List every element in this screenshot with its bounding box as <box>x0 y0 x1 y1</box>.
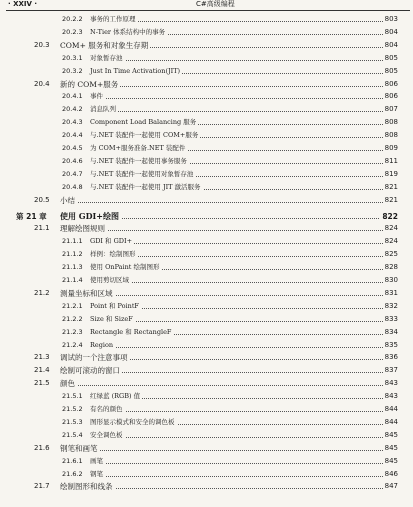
leader-dots <box>90 476 393 477</box>
toc-section-number: 21.1.3 <box>62 263 83 272</box>
toc-entry <box>0 156 413 167</box>
toc-section-title: 小结 <box>60 195 75 205</box>
leader-dots <box>90 347 393 348</box>
toc-section-title: 新的 COM+服务 <box>60 79 119 89</box>
leader-dots <box>90 411 393 412</box>
toc-section-title: 样例：绘制图形 <box>90 250 136 259</box>
running-title: C#高级编程 <box>196 0 235 8</box>
toc-entry <box>0 404 413 415</box>
leader-dots <box>90 98 393 99</box>
toc-page-number: 834 <box>384 327 398 336</box>
toc-page-number: 806 <box>384 92 398 101</box>
toc-page-number: 843 <box>384 379 398 388</box>
toc-section-number: 20.4.8 <box>62 182 83 191</box>
leader-dots <box>90 243 393 244</box>
toc-section-number: 21.2.3 <box>62 327 83 336</box>
toc-entry <box>0 352 413 363</box>
toc-entry <box>0 275 413 286</box>
toc-section-number: 21.5 <box>34 379 50 388</box>
toc-page-number: 806 <box>384 79 398 88</box>
toc-page-number: 846 <box>384 469 398 478</box>
toc-page-number: 804 <box>384 27 398 36</box>
toc-section-number: 21.7 <box>34 482 50 491</box>
toc-section-number: 21.6.1 <box>62 456 83 465</box>
toc-entry <box>0 301 413 312</box>
toc-section-number: 20.2.3 <box>62 27 83 36</box>
toc-section-title: 与.NET 装配件一起使用 JIT 激活服务 <box>90 182 201 191</box>
toc-section-number: 20.4.6 <box>62 156 83 165</box>
leader-dots <box>90 111 393 112</box>
toc-section-number: 21.1.2 <box>62 250 83 259</box>
toc-section-number: 21.1 <box>34 224 50 233</box>
toc-entry <box>0 143 413 154</box>
page-header <box>0 0 413 10</box>
toc-entry <box>0 66 413 77</box>
toc-entry <box>0 236 413 247</box>
toc-section-number: 21.4 <box>34 366 50 375</box>
toc-section-title: COM+ 服务和对象生存期 <box>60 40 149 50</box>
toc-section-number: 20.4.3 <box>62 118 83 127</box>
toc-section-number: 21.6 <box>34 443 50 452</box>
toc-section-title: 使用 OnPaint 绘制图形 <box>90 263 160 272</box>
toc-page-number: 845 <box>384 456 398 465</box>
toc-section-number: 21.5.4 <box>62 430 83 439</box>
toc-section-title: 理解绘图规则 <box>60 224 105 234</box>
toc-section-title: 红绿蓝 (RGB) 值 <box>90 392 141 401</box>
toc-section-title: 与.NET 装配件一起使用对象暂存池 <box>90 169 194 178</box>
toc-entry <box>0 378 413 389</box>
toc-section-number: 21.2.4 <box>62 340 83 349</box>
toc-section-title: 调试的一个注意事项 <box>60 353 128 363</box>
toc-section-number: 21.5.1 <box>62 392 83 401</box>
toc-section-title: 使用 GDI+绘图 <box>60 210 119 221</box>
toc-section-number: 20.4.4 <box>62 131 83 140</box>
toc-section-number: 21.1.4 <box>62 276 83 284</box>
toc-entry <box>0 327 413 338</box>
toc-section-title: 颜色 <box>60 379 75 389</box>
toc-entry <box>0 469 413 480</box>
toc-entry <box>0 340 413 351</box>
toc-page-number: 830 <box>384 276 398 284</box>
toc-entry <box>0 130 413 141</box>
toc-section-number: 21.3 <box>34 353 50 362</box>
leader-dots <box>60 385 393 386</box>
toc-entry <box>0 182 413 193</box>
toc-entry <box>0 417 413 428</box>
toc-section-title: 画笔 <box>90 456 103 465</box>
toc-page-number: 837 <box>384 366 398 375</box>
toc-entry <box>0 211 413 222</box>
toc-section-title: 与.NET 装配件一起使用事务服务 <box>90 156 187 165</box>
toc-section-number: 21.5.3 <box>62 417 83 426</box>
toc-page-number: 822 <box>382 211 398 221</box>
toc-page-number: 832 <box>384 301 398 310</box>
toc-section-number: 20.4.5 <box>62 144 83 152</box>
toc-entry <box>0 53 413 64</box>
toc-page-number: 809 <box>384 144 398 152</box>
toc-entry <box>0 456 413 467</box>
toc-section-number: 21.2.1 <box>62 301 83 310</box>
toc-section-number: 20.3 <box>34 40 50 49</box>
toc-page-number: 804 <box>384 40 398 49</box>
toc-section-number: 21.5.2 <box>62 405 83 413</box>
toc-page-number: 803 <box>384 15 398 23</box>
toc-entry <box>0 430 413 441</box>
toc-section-title: GDI 和 GDI+ <box>90 237 133 246</box>
toc-section-number: 20.2.2 <box>62 15 83 23</box>
toc-section-number: 20.4.1 <box>62 92 83 101</box>
leader-dots <box>90 463 393 464</box>
toc-page-number: 824 <box>384 237 398 246</box>
toc-section-title: 事件 <box>90 92 103 101</box>
toc-section-title: Just In Time Activation(JIT) <box>90 66 181 75</box>
leader-dots <box>90 282 393 283</box>
toc-entry <box>0 117 413 128</box>
leader-dots <box>90 60 393 61</box>
toc-entry <box>0 79 413 90</box>
toc-entry <box>0 169 413 180</box>
toc-entry <box>0 249 413 260</box>
toc-section-title: Rectangle 和 RectangleF <box>90 327 172 336</box>
toc-section-title: 图形显示模式和安全的调色板 <box>90 417 175 426</box>
toc-page-number: 807 <box>384 105 398 114</box>
toc-page-number: 844 <box>384 405 398 413</box>
toc-section-title: 与.NET 装配件一起使用 COM+服务 <box>90 131 199 140</box>
toc-section-title: 为 COM+服务准备.NET 装配件 <box>90 144 186 152</box>
toc-section-title: 使用剪切区域 <box>90 276 129 284</box>
toc-page-number: 808 <box>384 131 398 140</box>
leader-dots <box>90 437 393 438</box>
toc-section-number: 20.5 <box>34 195 50 204</box>
toc-section-number: 21.2 <box>34 288 50 297</box>
page-number-label: · XXIV · <box>8 0 38 8</box>
toc-entry <box>0 40 413 51</box>
toc-page-number: 819 <box>384 169 398 178</box>
toc-section-number: 第 21 章 <box>16 211 47 221</box>
toc-entry <box>0 443 413 454</box>
toc-page-number: 844 <box>384 417 398 426</box>
toc-section-title: Size 和 SizeF <box>90 314 133 323</box>
toc-entry <box>0 314 413 325</box>
toc-page-number: 833 <box>384 314 398 323</box>
toc-entry <box>0 14 413 25</box>
toc-page-number: 845 <box>384 443 398 452</box>
toc-page-number: 824 <box>384 224 398 233</box>
toc-entry <box>0 195 413 206</box>
leader-dots <box>60 202 393 203</box>
toc-section-number: 21.2.2 <box>62 314 83 323</box>
toc-section-title: 事务的工作原理 <box>90 15 136 23</box>
toc-page-number: 831 <box>384 288 398 297</box>
toc-section-title: Region <box>90 340 114 349</box>
toc-section-title: 消息队列 <box>90 105 116 114</box>
toc-entry <box>0 262 413 273</box>
toc-section-title: 有名的颜色 <box>90 405 123 413</box>
toc-section-number: 21.1.1 <box>62 237 83 246</box>
toc-page-number: 805 <box>384 53 398 62</box>
toc-page-number: 821 <box>384 195 398 204</box>
toc-entry <box>0 27 413 38</box>
leader-dots <box>90 321 393 322</box>
toc-page-number: 845 <box>384 430 398 439</box>
toc-section-title: Point 和 PointF <box>90 301 139 310</box>
toc-page-number: 821 <box>384 182 398 191</box>
toc-section-title: 钢笔 <box>90 469 103 478</box>
toc-page-number: 836 <box>384 353 398 362</box>
toc-section-number: 21.6.2 <box>62 469 83 478</box>
toc-entry <box>0 481 413 492</box>
toc-section-title: 绘制可滚动的窗口 <box>60 366 120 376</box>
toc-page-number: 835 <box>384 340 398 349</box>
toc-page-number: 811 <box>384 156 398 165</box>
toc-entry <box>0 104 413 115</box>
toc-section-title: Component Load Balancing 服务 <box>90 118 197 127</box>
toc-entry <box>0 223 413 234</box>
toc-section-title: 钢笔和画笔 <box>60 443 98 453</box>
toc-section-title: 对象暂存池 <box>90 53 123 62</box>
toc-section-title: 测量坐标和区域 <box>60 288 113 298</box>
toc-section-number: 20.3.1 <box>62 53 83 62</box>
toc-entry <box>0 91 413 102</box>
leader-dots <box>60 450 393 451</box>
leader-dots <box>60 230 393 231</box>
toc-section-number: 20.3.2 <box>62 66 83 75</box>
toc-entry <box>0 288 413 299</box>
toc-page-number: 805 <box>384 66 398 75</box>
header-divider <box>6 10 410 11</box>
toc-section-number: 20.4 <box>34 79 50 88</box>
toc-page-number: 847 <box>384 482 398 491</box>
toc-page-number: 825 <box>384 250 398 259</box>
toc-section-title: N-Tier 体系结构中的事务 <box>90 27 166 36</box>
toc-section-title: 绘制图形和线条 <box>60 482 113 492</box>
toc-page-number: 828 <box>384 263 398 272</box>
toc-section-number: 20.4.7 <box>62 169 83 178</box>
toc-entry <box>0 365 413 376</box>
toc-entry <box>0 391 413 402</box>
toc-section-title: 安全调色板 <box>90 430 123 439</box>
toc-page-number: 843 <box>384 392 398 401</box>
toc-page-number: 808 <box>384 118 398 127</box>
toc-section-number: 20.4.2 <box>62 105 83 114</box>
